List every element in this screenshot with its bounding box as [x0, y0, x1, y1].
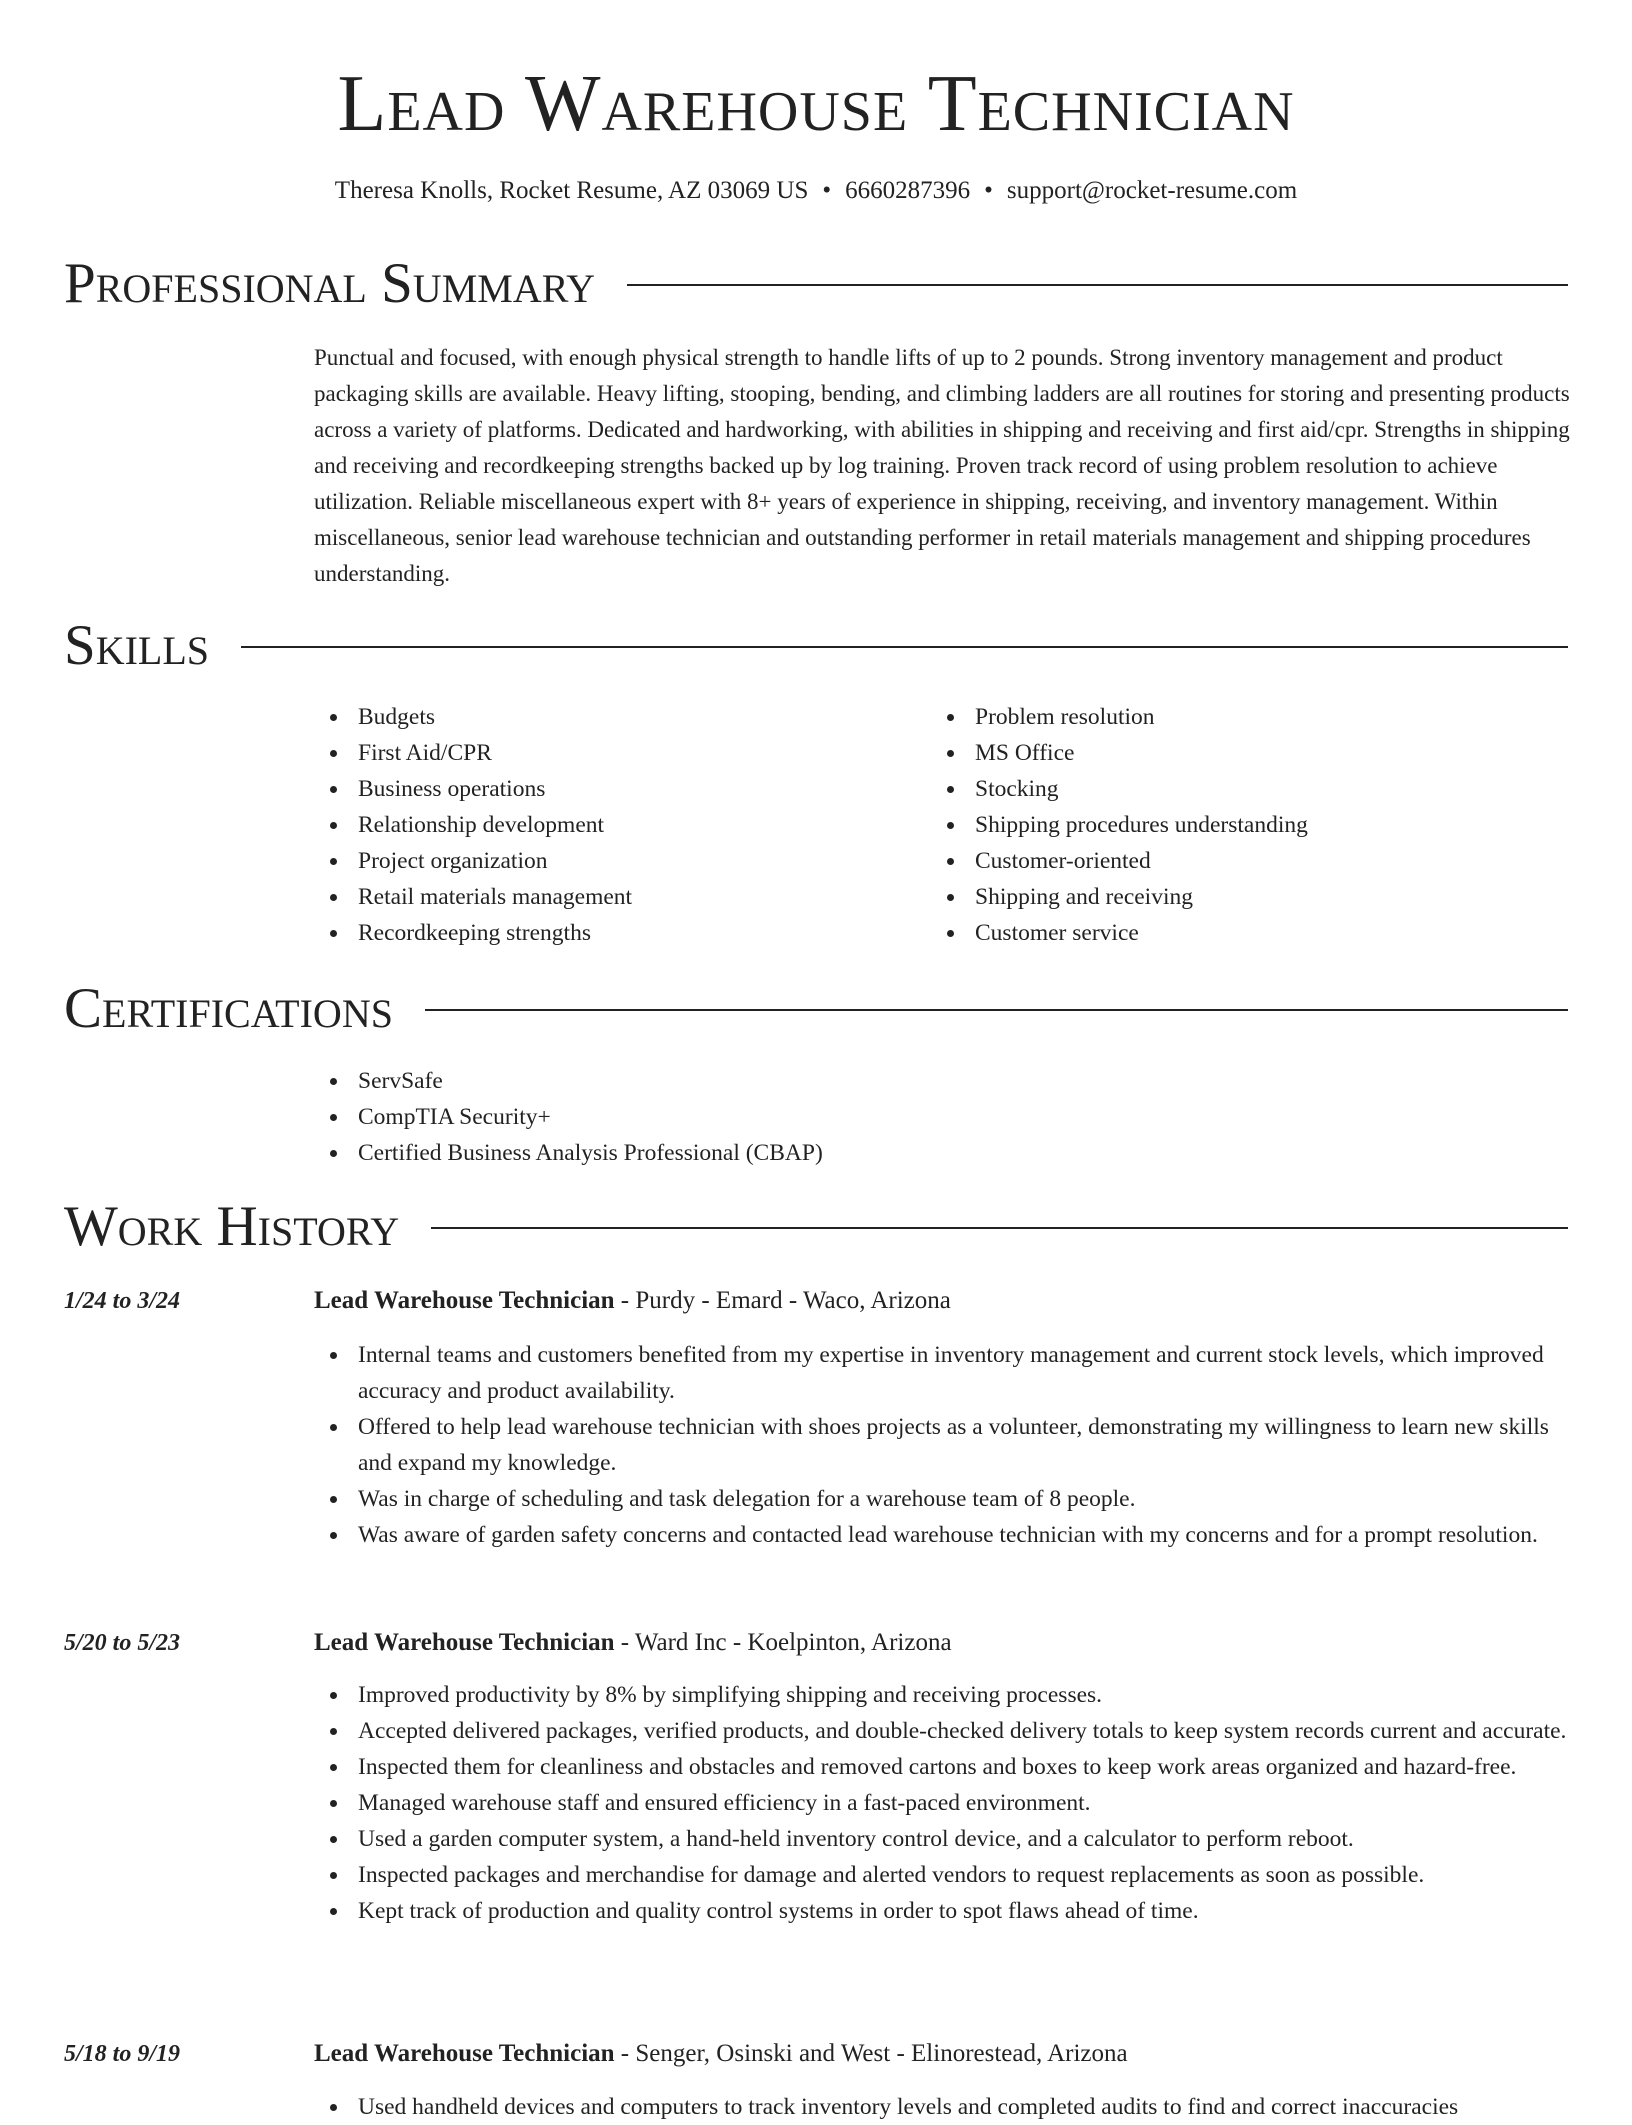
work-history-heading: Work History — [64, 1195, 400, 1258]
job-title: Lead Warehouse Technician — [314, 1287, 615, 1314]
job-bullet: Used handheld devices and computers to track inventory levels and completed audits to find and correct inaccuracies — [314, 2089, 1570, 2125]
skill-item: Customer-oriented — [931, 843, 1308, 879]
certification-item: Certified Business Analysis Professional (CBAP) — [314, 1135, 823, 1171]
job-employer: - Senger, Osinski and West - Elinorestead, Arizona — [614, 2040, 1128, 2067]
certifications-list — [314, 1063, 823, 1171]
skill-item: Relationship development — [314, 807, 632, 843]
skill-item: Retail materials management — [314, 879, 632, 915]
contact-separator: • — [822, 177, 832, 204]
certification-item: CompTIA Security+ — [314, 1099, 823, 1135]
job-bullet: Inspected them for cleanliness and obstacles and removed cartons and boxes to keep work areas organized and hazard-free. — [314, 1749, 1570, 1785]
job-dates: 5/18 to 9/19 — [64, 2041, 181, 2067]
job-bullet: Used a garden computer system, a hand-held inventory control device, and a calculator to perform reboot. — [314, 1821, 1570, 1857]
job-bullet: Managed warehouse staff and ensured efficiency in a fast-paced environment. — [314, 1785, 1570, 1821]
job-bullet: Improved productivity by 8% by simplifying shipping and receiving processes. — [314, 1677, 1570, 1713]
job-title: Lead Warehouse Technician — [314, 1629, 615, 1656]
contact-line — [0, 175, 1632, 207]
certification-item: ServSafe — [314, 1063, 823, 1099]
job-heading — [314, 1283, 951, 1319]
job-dates: 1/24 to 3/24 — [64, 1288, 181, 1314]
job-bullet: Kept track of production and quality control systems in order to spot flaws ahead of time. — [314, 1893, 1570, 1929]
skills-section-header — [64, 614, 1568, 678]
job-bullets — [314, 2089, 1570, 2125]
job-bullet: Internal teams and customers benefited from my expertise in inventory management and current stock levels, which improved accuracy and product availability. — [314, 1337, 1570, 1409]
summary-heading: Professional Summary — [64, 252, 596, 315]
skill-item: Stocking — [931, 771, 1308, 807]
section-divider — [425, 1009, 1568, 1011]
summary-section-header — [64, 252, 1568, 316]
skill-item: Project organization — [314, 843, 632, 879]
job-bullet: Was aware of garden safety concerns and contacted lead warehouse technician with my concerns and for a prompt resolution. — [314, 1517, 1570, 1553]
job-bullets — [314, 1677, 1570, 1929]
job-title: Lead Warehouse Technician — [314, 2040, 615, 2067]
contact-address: Theresa Knolls, Rocket Resume, AZ 03069 US — [334, 177, 809, 204]
job-heading — [314, 1625, 952, 1661]
job-employer: - Purdy - Emard - Waco, Arizona — [614, 1287, 951, 1314]
job-bullet: Inspected packages and merchandise for damage and alerted vendors to request replacements as soon as possible. — [314, 1857, 1570, 1893]
section-divider — [431, 1227, 1568, 1229]
skill-item: Recordkeeping strengths — [314, 915, 632, 951]
job-bullet: Was in charge of scheduling and task delegation for a warehouse team of 8 people. — [314, 1481, 1570, 1517]
skill-item: Business operations — [314, 771, 632, 807]
skill-item: Problem resolution — [931, 699, 1308, 735]
skills-list-left — [314, 699, 632, 951]
skill-item: Shipping and receiving — [931, 879, 1308, 915]
certifications-section-header — [64, 977, 1568, 1041]
work-history-section-header — [64, 1195, 1568, 1259]
summary-text: Punctual and focused, with enough physical strength to handle lifts of up to 2 pounds. Strong inventory management and product packaging skills are available. Heavy lifting, stooping, bending, and climbing ladders are all routines for storing and presenting products across a variety of platforms. Dedicated and hardworking, with abilities in shipping and receiving and first aid/cpr. Strengths in shipping and receiving and recordkeeping strengths backed up by log training. Proven track record of using problem resolution to achieve utilization. Reliable miscellaneous expert with 8+ years of experience in shipping, receiving, and inventory management. Within miscellaneous, senior lead warehouse technician and outstanding performer in retail materials management and shipping procedures understanding. — [314, 345, 1570, 586]
skills-heading: Skills — [64, 614, 210, 677]
contact-separator: • — [984, 177, 993, 204]
skill-item: Budgets — [314, 699, 632, 735]
contact-email: support@rocket-resume.com — [1006, 177, 1298, 204]
skill-item: Customer service — [931, 915, 1308, 951]
contact-phone: 6660287396 — [845, 177, 971, 204]
resume-title: Lead Warehouse Technician — [337, 60, 1295, 148]
job-employer: - Ward Inc - Koelpinton, Arizona — [614, 1629, 952, 1656]
certifications-heading: Certifications — [64, 977, 393, 1040]
skills-list-right — [931, 699, 1308, 951]
section-divider — [241, 646, 1568, 648]
job-dates: 5/20 to 5/23 — [64, 1630, 181, 1656]
job-bullet: Offered to help lead warehouse technician with shoes projects as a volunteer, demonstrating my willingness to learn new skills and expand my knowledge. — [314, 1409, 1570, 1481]
skill-item: Shipping procedures understanding — [931, 807, 1308, 843]
job-heading — [314, 2036, 1128, 2072]
skill-item: First Aid/CPR — [314, 735, 632, 771]
job-bullets — [314, 1337, 1570, 1553]
job-bullet: Accepted delivered packages, verified products, and double-checked delivery totals to keep system records current and accurate. — [314, 1713, 1570, 1749]
section-divider — [627, 284, 1568, 286]
skill-item: MS Office — [931, 735, 1308, 771]
